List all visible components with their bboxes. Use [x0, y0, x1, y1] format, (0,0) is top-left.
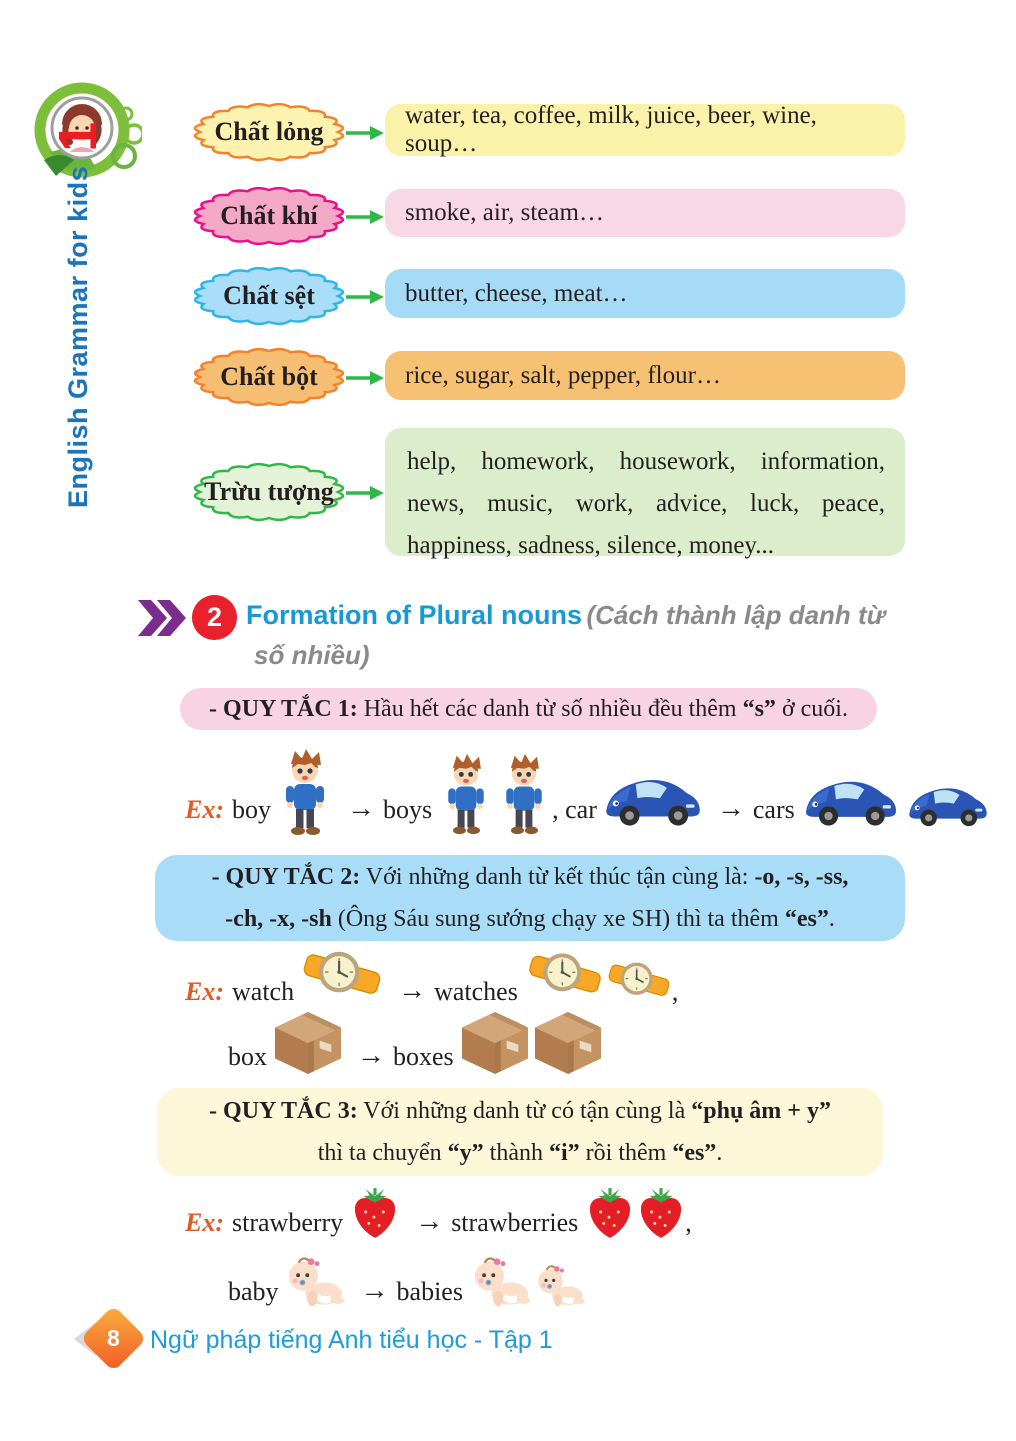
- rule-2-text-2: (Ông Sáu sung sướng chạy xe SH) thì ta thêm: [331, 906, 785, 932]
- category-examples-gas: smoke, air, steam…: [385, 189, 905, 237]
- rule-2-text-end: .: [828, 906, 835, 932]
- blue-car-cartoon-image: [601, 771, 705, 829]
- rule-1-text: Hầu hết các danh từ số nhiều đều thêm: [357, 696, 743, 722]
- section-heading: [246, 600, 926, 671]
- strawberry-cartoon-image: [351, 1186, 399, 1240]
- green-arrow-right-icon: [346, 124, 384, 142]
- arrow-right: →: [360, 1275, 389, 1306]
- category-bubble-powder: [193, 344, 345, 410]
- word-plural: strawberries: [451, 1208, 579, 1237]
- section-number-badge: [192, 595, 237, 640]
- example-row-strawberry: [185, 1178, 692, 1246]
- word-plural: babies: [396, 1277, 463, 1306]
- baby-cartoon-image: [471, 1255, 533, 1309]
- footer-title: Ngữ pháp tiếng Anh tiểu học - Tập 1: [150, 1326, 553, 1354]
- baby-cartoon-image: [285, 1255, 347, 1309]
- word-plural-2: cars: [752, 795, 795, 824]
- category-label: Chất khí: [220, 201, 318, 230]
- category-bubble-abstract: [193, 459, 345, 525]
- word-plural: boys: [383, 795, 433, 824]
- rule-3-label: - QUY TẮC 3:: [209, 1098, 358, 1124]
- strawberries-cartoon-images: [586, 1186, 685, 1246]
- category-label: Chất lỏng: [214, 117, 324, 146]
- rule-3-text-2: thì ta chuyển: [317, 1140, 448, 1166]
- cardboard-box-cartoon-image: [460, 1010, 530, 1076]
- word-singular: strawberry: [232, 1208, 344, 1237]
- cardboard-box-cartoon-image: [533, 1010, 603, 1076]
- boys-cartoon-images: [438, 749, 552, 839]
- wristwatch-cartoon-image: [300, 945, 384, 1005]
- category-examples-paste: butter, cheese, meat…: [385, 269, 905, 318]
- example-row-baby: [228, 1243, 587, 1315]
- rule-2-label: - QUY TẮC 2:: [211, 864, 361, 890]
- green-arrow-right-icon: [346, 288, 384, 306]
- rule-3-box: [157, 1088, 883, 1176]
- example-label: Ex:: [185, 977, 224, 1006]
- series-title: English Grammar for kids: [62, 165, 93, 508]
- rule-3-text: Với những danh từ có tận cùng là: [357, 1098, 692, 1124]
- arrow-right: →: [398, 975, 427, 1006]
- rule-3-highlight-i: “i”: [548, 1140, 580, 1166]
- section-subtitle-line1: (Cách thành lập danh từ: [586, 600, 886, 630]
- example-label: Ex:: [185, 1208, 224, 1237]
- arrow-right: →: [357, 1040, 385, 1071]
- babies-cartoon-images: [471, 1255, 587, 1315]
- category-bubble-liquid: [193, 99, 345, 165]
- comma: ,: [685, 1208, 692, 1237]
- cardboard-box-cartoon-image: [273, 1010, 343, 1076]
- section-subtitle-line2: số nhiều): [254, 640, 370, 670]
- rule-3-text-4: rồi thêm: [579, 1140, 673, 1166]
- word-singular: box: [228, 1042, 267, 1071]
- category-bubble-paste: [193, 263, 345, 329]
- word-singular-2: , car: [552, 795, 597, 824]
- green-arrow-right-icon: [346, 208, 384, 226]
- category-label: Chất sệt: [223, 281, 315, 310]
- word-singular: baby: [228, 1277, 279, 1306]
- rule-1-text-end: ở cuối.: [775, 696, 848, 722]
- green-arrow-right-icon: [346, 484, 384, 502]
- boy-cartoon-image: [438, 749, 494, 839]
- category-label: Chất bột: [220, 362, 318, 391]
- category-examples-liquid: water, tea, coffee, milk, juice, beer, wine, soup…: [385, 104, 905, 156]
- strawberry-cartoon-image: [586, 1186, 634, 1240]
- rule-3-highlight-1: “phụ âm + y”: [691, 1098, 831, 1124]
- category-bubble-gas: [193, 183, 345, 249]
- rule-3-highlight-y: “y”: [447, 1140, 484, 1166]
- rule-1-box: [180, 688, 877, 730]
- rule-2-endings-2: -ch, -x, -sh: [225, 906, 332, 932]
- wristwatch-cartoon-image: [526, 947, 604, 1003]
- arrow-right: →: [347, 793, 375, 824]
- rule-2-box: [155, 855, 905, 941]
- boy-cartoon-image: [496, 749, 552, 839]
- section-title: Formation of Plural nouns: [246, 600, 582, 630]
- rule-1-highlight: “s”: [742, 696, 776, 722]
- watches-cartoon-images: [526, 947, 672, 1015]
- footer-page-badge: [80, 1305, 146, 1371]
- baby-cartoon-image: [535, 1263, 587, 1309]
- example-row-box: [228, 1008, 603, 1080]
- example-row-boy-car: [185, 737, 991, 839]
- word-plural: watches: [434, 977, 518, 1006]
- sidebar-vertical-banner: [46, 121, 110, 508]
- boy-cartoon-image: [275, 745, 335, 839]
- word-plural: boxes: [393, 1042, 454, 1071]
- double-chevron-right-icon: [138, 598, 188, 638]
- blue-car-cartoon-image: [801, 773, 901, 829]
- category-examples-abstract: help, homework, housework, information, news, music, work, advice, luck, peace, happiness, sadness, silence, money...: [385, 428, 905, 556]
- rule-3-highlight-es: “es”: [672, 1140, 717, 1166]
- volume-number: 1: [48, 121, 108, 152]
- wristwatch-cartoon-image: [606, 957, 672, 1005]
- section-number: 2: [206, 602, 223, 632]
- category-label: Trừu tượng: [204, 477, 334, 506]
- rule-3-text-end: .: [716, 1140, 723, 1166]
- boxes-cartoon-images: [460, 1010, 603, 1080]
- strawberry-cartoon-image: [637, 1186, 685, 1240]
- comma: ,: [671, 977, 679, 1006]
- blue-car-cartoon-image: [905, 781, 991, 829]
- category-examples-powder: rice, sugar, salt, pepper, flour…: [385, 351, 905, 400]
- cars-cartoon-images: [801, 773, 991, 839]
- rule-2-highlight: “es”: [784, 906, 829, 932]
- arrow-right: →: [716, 793, 745, 824]
- rule-2-endings-1: -o, -s, -ss,: [754, 864, 849, 890]
- example-row-watch: [185, 943, 678, 1015]
- rule-2-text: Với những danh từ kết thúc tận cùng là:: [360, 864, 755, 890]
- word-singular: boy: [232, 795, 271, 824]
- green-arrow-right-icon: [346, 369, 384, 387]
- rule-1-label: - QUY TẮC 1:: [209, 696, 358, 722]
- rule-3-text-3: thành: [483, 1140, 549, 1166]
- word-singular: watch: [232, 977, 295, 1006]
- arrow-right: →: [415, 1206, 444, 1237]
- page-number: 8: [107, 1324, 120, 1351]
- example-label: Ex:: [185, 795, 224, 824]
